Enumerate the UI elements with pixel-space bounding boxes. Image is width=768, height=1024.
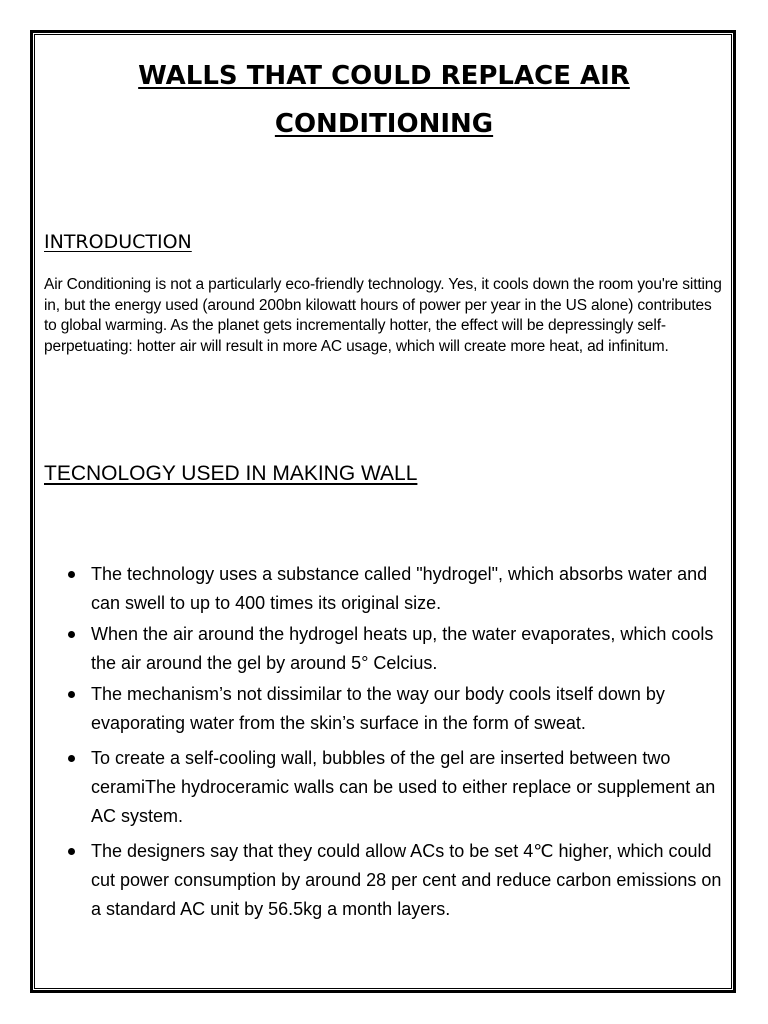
title-line-2: CONDITIONING [274, 109, 494, 139]
technology-heading: TECNOLOGY USED IN MAKING WALL [44, 462, 418, 485]
introduction-heading: INTRODUCTION [44, 231, 192, 253]
bullet-text: The designers say that they could allow ACs to be set 4℃ higher, which could cut power consumption by around 28 per cent and reduce carbon emissions on a standard AC unit by 56.5kg a month layers. [91, 841, 722, 919]
bullet-item [65, 620, 730, 678]
bullet-dot-icon [68, 848, 75, 855]
bullet-item [65, 837, 730, 924]
bullet-text: When the air around the hydrogel heats up, the water evaporates, which cools the air around the gel by around 5° Celcius. [91, 624, 714, 673]
introduction-paragraph: Air Conditioning is not a particularly eco-friendly technology. Yes, it cools down the room you're sitting in, but the energy used (around 200bn kilowatt hours of power per year in the US alone) contributes to global warming. As the planet gets incrementally hotter, the effect will be depressingly self-perpetuating: hotter air will result in more AC usage, which will create more heat, ad infinitum. [44, 276, 722, 355]
bullet-item [65, 560, 730, 618]
bullet-text: To create a self-cooling wall, bubbles of the gel are inserted between two ceramiThe hydroceramic walls can be used to either replace or supplement an AC system. [91, 748, 716, 826]
bullet-dot-icon [68, 571, 75, 578]
title-line-1: WALLS THAT COULD REPLACE AIR [138, 61, 630, 91]
bullet-text: The mechanism’s not dissimilar to the way our body cools itself down by evaporating water from the skin’s surface in the form of sweat. [91, 684, 665, 733]
bullet-dot-icon [68, 691, 75, 698]
bullet-item [65, 680, 730, 738]
bullet-dot-icon [68, 755, 75, 762]
bullet-text: The technology uses a substance called "hydrogel", which absorbs water and can swell to up to 400 times its original size. [91, 564, 708, 613]
bullet-dot-icon [68, 631, 75, 638]
technology-bullet-list [65, 560, 730, 926]
document-title [60, 52, 708, 148]
bullet-item [65, 744, 730, 831]
